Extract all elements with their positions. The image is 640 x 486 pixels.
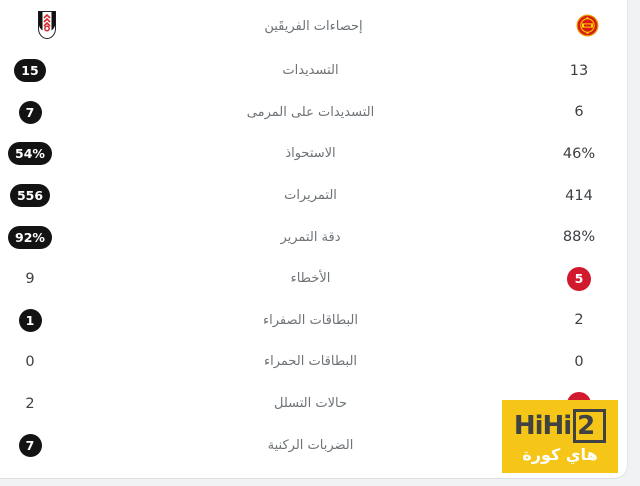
hihi2-logo <box>514 409 606 443</box>
stat-label: التسديدات <box>282 63 339 79</box>
hihi2-logo-number: 2 <box>573 409 606 443</box>
stat-label: التسديدات على المرمى <box>246 104 375 120</box>
stat-label: التمريرات <box>284 188 337 204</box>
home-value-badge: 556 <box>10 184 50 207</box>
stat-row-yellow-cards <box>0 300 627 342</box>
stat-label: دقة التمرير <box>280 229 341 245</box>
stat-label: البطاقات الحمراء <box>263 354 358 370</box>
stat-row-shots <box>0 50 627 92</box>
stat-row-fouls <box>0 258 627 300</box>
stat-row-passes <box>0 175 627 217</box>
home-value-badge: 0 <box>25 353 35 370</box>
stat-label: البطاقات الصفراء <box>263 312 358 328</box>
stat-row-shots-on-target <box>0 92 627 134</box>
stat-label: حالات التسلل <box>273 396 348 412</box>
stat-label: الاستحواذ <box>285 146 336 162</box>
away-value-badge: 5 <box>567 267 591 291</box>
home-value-badge: 7 <box>19 434 42 457</box>
hihi2-watermark <box>502 400 618 473</box>
stats-title: إحصاءات الفريقَين <box>264 19 363 34</box>
stats-header <box>0 0 627 50</box>
away-value-badge: 13 <box>569 62 589 79</box>
away-value-badge: 46% <box>562 145 596 162</box>
hihi2-subtitle: هاي كورة <box>522 445 598 464</box>
away-value-badge: 414 <box>565 187 593 204</box>
away-value-badge: 2 <box>574 312 584 329</box>
home-value-badge: 9 <box>25 270 35 287</box>
stat-label: الأخطاء <box>290 271 331 287</box>
away-value-badge: 88% <box>562 229 596 246</box>
away-value-badge: 0 <box>574 353 584 370</box>
home-value-badge: 92% <box>8 226 52 249</box>
away-value-badge: 6 <box>574 104 584 121</box>
stat-row-red-cards <box>0 341 627 383</box>
stat-row-possession <box>0 133 627 175</box>
home-value-badge: 15 <box>14 59 45 82</box>
stat-label: الضربات الركنية <box>267 437 354 453</box>
home-value-badge: 54% <box>8 142 52 165</box>
hihi2-logo-text: HiHi <box>513 411 572 441</box>
home-value-badge: 2 <box>25 395 35 412</box>
stat-row-pass-accuracy <box>0 216 627 258</box>
home-value-badge: 7 <box>19 101 42 124</box>
home-value-badge: 1 <box>19 309 42 332</box>
